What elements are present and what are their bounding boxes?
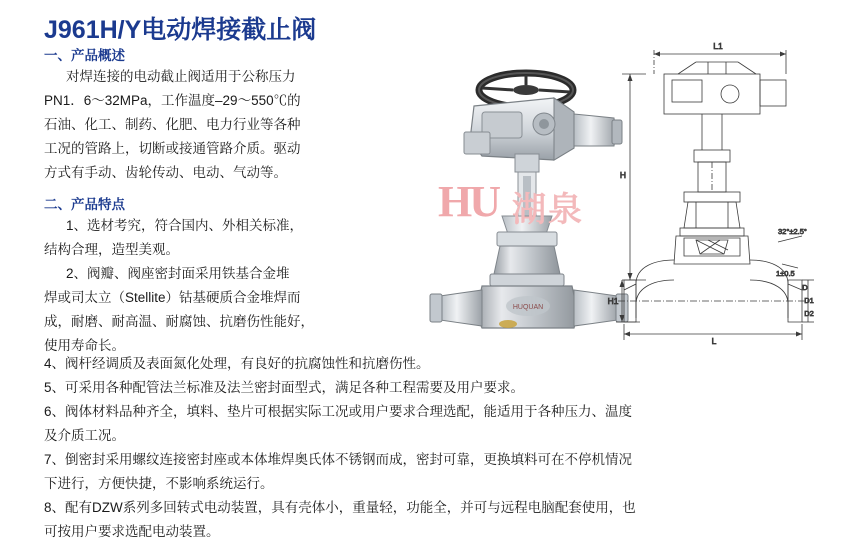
dim-label-D1: D1	[804, 296, 814, 305]
features-line-10: 及介质工况。	[44, 428, 125, 443]
overview-line-5: 方式有手动、齿轮传动、电动、气动等。	[44, 165, 287, 180]
features-line-5: 成，耐磨、耐高温、耐腐蚀、抗磨伤性能好，	[44, 314, 314, 329]
dim-label-H: H	[619, 170, 627, 180]
left-column	[44, 44, 374, 358]
dim-label-D: D	[802, 283, 808, 292]
watermark-logo: HU	[438, 177, 498, 226]
features-line-2: 结构合理，造型美观。	[44, 242, 179, 257]
dim-label-L: L	[711, 336, 717, 346]
features-line-12: 下进行，方便快捷，不影响系统运行。	[44, 476, 274, 491]
features-line-1: 1、选材考究，符合国内、外相关标准，	[66, 218, 304, 233]
dim-label-tolerance: 1±0.5	[776, 269, 795, 278]
dim-label-D2: D2	[804, 309, 814, 318]
features-line-13: 8、配有DZW系列多回转式电动装置，具有壳体小，重量轻，功能全，并可与远程电脑配套使用，也	[44, 500, 636, 515]
svg-text:HUQUAN: HUQUAN	[512, 304, 544, 311]
dim-label-L1: L1	[713, 41, 723, 51]
features-line-8: 5、可采用各种配管法兰标准及法兰密封面型式，满足各种工程需要及用户要求。	[44, 380, 525, 395]
section-heading-overview: 一、产品概述	[44, 48, 125, 63]
features-line-7: 4、阀杆经调质及表面氮化处理，有良好的抗腐蚀性和抗磨伤性。	[44, 356, 430, 371]
watermark-brand: 湖泉	[512, 190, 584, 230]
section-heading-features: 二、产品特点	[44, 197, 125, 212]
features-continued-block	[44, 352, 806, 544]
overview-line-1: 对焊连接的电动截止阀适用于公称压力	[66, 69, 296, 84]
valve-figure-svg	[378, 28, 818, 348]
overview-line-3: 石油、化工、制药、化肥、电力行业等各种	[44, 117, 301, 132]
valve-technical-drawing	[608, 41, 814, 346]
features-line-6: 使用寿命长。	[44, 338, 125, 353]
page-title: J961H/Y电动焊接截止阀	[44, 16, 317, 44]
features-line-14: 可按用户要求选配电动装置。	[44, 524, 220, 539]
overview-line-2: PN1．6～32MPa，工作温度–29～550℃的	[44, 93, 301, 108]
product-figure	[378, 28, 818, 348]
dim-label-H1: H1	[607, 296, 619, 306]
features-line-9: 6、阀体材料品种齐全，填料、垫片可根据实际工况或用户要求合理选配，能适用于各种压力、温度	[44, 404, 633, 419]
overview-line-4: 工况的管路上，切断或接通管路介质。驱动	[44, 141, 301, 156]
dim-label-angle: 32°±2.5°	[778, 227, 807, 236]
features-line-4: 焊或司太立（Stellite）钴基硬质合金堆焊而	[44, 290, 301, 305]
features-line-11: 7、倒密封采用螺纹连接密封座或本体堆焊奥氏体不锈钢而成，密封可靠，更换填料可在不停机情况	[44, 452, 633, 467]
valve-photo	[430, 73, 628, 328]
features-line-3: 2、阀瓣、阀座密封面采用铁基合金堆	[66, 266, 290, 281]
